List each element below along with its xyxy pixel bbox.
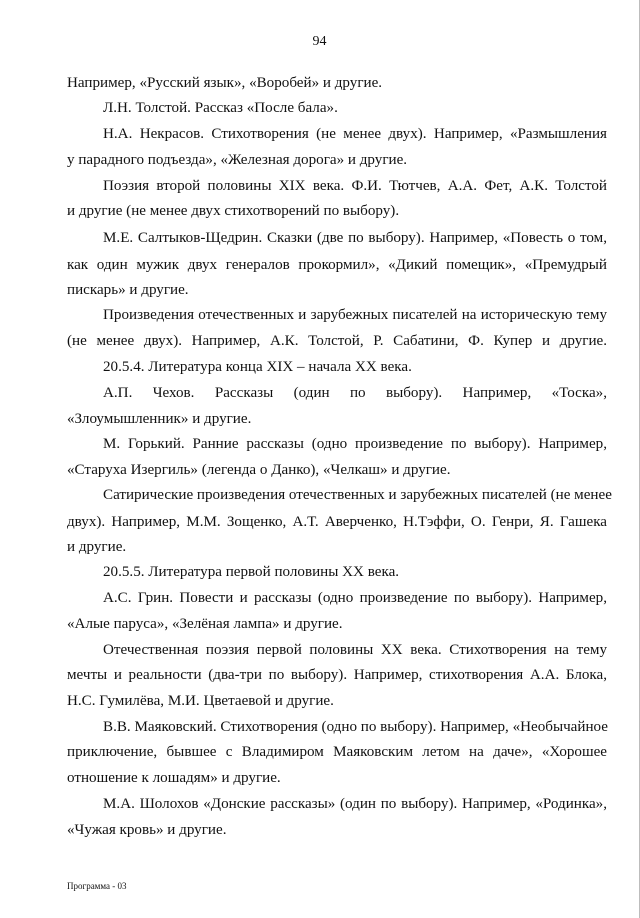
text-line: (не менее двух). Например, А.К. Толстой, Р. Сабатини, Ф. Купер и другие.	[67, 333, 607, 349]
text-line: Например, «Русский язык», «Воробей» и другие.	[67, 75, 383, 91]
text-line: М.А. Шолохов «Донские рассказы» (один по выбору). Например, «Родинка»,	[103, 796, 607, 812]
text-line: Н.А. Некрасов. Стихотворения (не менее двух). Например, «Размышления	[103, 126, 607, 142]
text-line: у парадного подъезда», «Железная дорога» и другие.	[67, 152, 408, 168]
text-line: «Алые паруса», «Зелёная лампа» и другие.	[67, 616, 343, 632]
text-line: Поэзия второй половины XIX века. Ф.И. Тютчев, А.А. Фет, А.К. Толстой	[103, 178, 607, 194]
text-line: «Злоумышленник» и другие.	[67, 411, 252, 427]
text-line: мечты и реальности (два-три по выбору). Например, стихотворения А.А. Блока,	[67, 667, 607, 683]
text-line: двух). Например, М.М. Зощенко, А.Т. Аверченко, Н.Тэффи, О. Генри, Я. Гашека	[67, 514, 607, 530]
text-line: отношение к лошадям» и другие.	[67, 770, 281, 786]
text-line: М. Горький. Ранние рассказы (одно произведение по выбору). Например,	[103, 436, 607, 452]
footer-label: Программа - 03	[67, 881, 127, 891]
section-heading: 20.5.4. Литература конца XIX – начала XX века.	[103, 359, 412, 375]
page-number: 94	[312, 34, 327, 49]
text-line: «Старуха Изергиль» (легенда о Данко), «Челкаш» и другие.	[67, 462, 451, 478]
text-line: и другие.	[67, 539, 127, 555]
section-heading: 20.5.5. Литература первой половины XX века.	[103, 564, 400, 580]
text-line: Сатирические произведения отечественных и зарубежных писателей (не менее	[103, 487, 612, 503]
text-line: Н.С. Гумилёва, М.И. Цветаевой и другие.	[67, 693, 334, 709]
text-line: В.В. Маяковский. Стихотворения (одно по выбору). Например, «Необычайное	[103, 719, 608, 735]
text-line: Л.Н. Толстой. Рассказ «После бала».	[103, 100, 338, 116]
text-line: Произведения отечественных и зарубежных писателей на историческую тему	[103, 307, 607, 323]
text-line: пискарь» и другие.	[67, 282, 189, 298]
text-line: и другие (не менее двух стихотворений по выбору).	[67, 203, 400, 219]
text-line: Отечественная поэзия первой половины XX века. Стихотворения на тему	[103, 642, 607, 658]
text-line: А.П. Чехов. Рассказы (один по выбору). Например, «Тоска»,	[103, 385, 607, 401]
text-line: «Чужая кровь» и другие.	[67, 822, 227, 838]
text-line: М.Е. Салтыков-Щедрин. Сказки (две по выбору). Например, «Повесть о том,	[103, 230, 607, 246]
text-line: приключение, бывшее с Владимиром Маяковским летом на даче», «Хорошее	[67, 744, 607, 760]
text-line: А.С. Грин. Повести и рассказы (одно произведение по выбору). Например,	[103, 590, 607, 606]
text-line: как один мужик двух генералов прокормил», «Дикий помещик», «Премудрый	[67, 257, 607, 273]
